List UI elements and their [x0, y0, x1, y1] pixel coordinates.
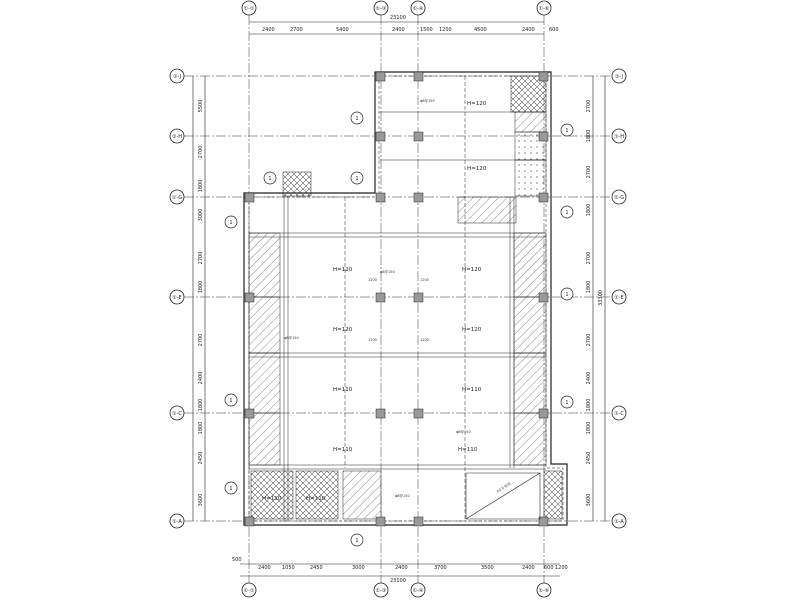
dim-text: 1800 — [198, 280, 204, 294]
dim-text: 2700 — [290, 27, 303, 33]
axis-tag-left-J: ①-J — [172, 74, 182, 80]
axis-tag-right-E: ①-E — [614, 295, 624, 301]
beam-lines — [249, 76, 546, 521]
rebar-note: φ8@150 — [284, 336, 299, 340]
slab-label: H=110 — [333, 387, 353, 393]
dim-text: 2700 — [198, 251, 204, 265]
left-dimension-texts — [198, 100, 204, 507]
dim-text: 2700 — [586, 165, 592, 179]
dim-text: 1800 — [586, 421, 592, 435]
top-axis-tags — [242, 1, 551, 15]
slab-label: H=110 — [458, 447, 478, 453]
axis-tag-bottom-1: ①-① — [243, 588, 255, 594]
slab-labels — [262, 101, 487, 502]
hatched-zones — [249, 76, 562, 519]
left-axis-tags — [170, 69, 184, 528]
dim-text: 3700 — [434, 565, 447, 571]
section-mark: 1 — [355, 176, 359, 182]
axis-tag-top-3: ①-③ — [375, 6, 387, 12]
axis-tag-right-J: ①-J — [614, 74, 624, 80]
axis-tag-right-C: ①-C — [614, 411, 624, 417]
dim-text: 3500 — [481, 565, 494, 571]
slab-label: H=110 — [262, 496, 282, 502]
dim-text: 2400 — [586, 371, 592, 385]
slab-label: H=120 — [467, 101, 487, 107]
right-axis-tags — [612, 69, 626, 528]
dim-text: 1800 — [586, 203, 592, 217]
dim-text: 2700 — [586, 333, 592, 347]
dim-text: 3600 — [198, 493, 204, 507]
dim-text: 1500 — [420, 27, 433, 33]
rebar-note: φ8@150 — [395, 494, 410, 498]
dim-total: 33300 — [598, 290, 604, 306]
dim-text: 2450 — [586, 451, 592, 465]
dim-text: 3600 — [586, 493, 592, 507]
axis-tag-left-G: ①-G — [171, 195, 183, 201]
dim-text: 4500 — [474, 27, 487, 33]
dim-text: 3000 — [198, 208, 204, 222]
slab-label: H=120 — [467, 166, 487, 172]
dim-text: 1800 — [198, 179, 204, 193]
axis-tag-right-A: ①-A — [614, 519, 624, 525]
axis-tag-bottom-4: ①-④ — [412, 588, 424, 594]
rebar-note: φ8@150 — [420, 99, 435, 103]
dim-text: 5400 — [336, 27, 349, 33]
dim-text: 1800 — [586, 398, 592, 412]
dim-text: 5500 — [198, 99, 204, 113]
ramp-slab — [466, 473, 540, 519]
dim-text: 1800 — [198, 398, 204, 412]
dim-text: 2400 — [262, 27, 275, 33]
axis-tag-bottom-3: ①-③ — [375, 588, 387, 594]
axis-tag-top-1: ①-① — [243, 6, 255, 12]
slab-label: H=120 — [333, 327, 353, 333]
dim-text: 2700 — [198, 145, 204, 159]
ramp-note: ±0.0 板面 — [495, 481, 512, 494]
beam-dim: 1200 — [420, 338, 429, 342]
right-dimension-texts — [586, 100, 604, 507]
dim-text: 2700 — [198, 333, 204, 347]
section-mark: 1 — [229, 220, 233, 226]
slab-label: H=110 — [306, 496, 326, 502]
section-mark: 1 — [565, 128, 569, 134]
slab-label: H=120 — [462, 327, 482, 333]
section-mark: 1 — [565, 210, 569, 216]
axis-tag-left-E: ①-E — [172, 295, 182, 301]
section-mark: 1 — [565, 400, 569, 406]
dim-text: 2400 — [522, 27, 535, 33]
dim-text: 2700 — [586, 251, 592, 265]
section-mark: 1 — [229, 486, 233, 492]
dim-text: 1050 — [282, 565, 295, 571]
section-mark: 1 — [355, 538, 359, 544]
dim-text: 2400 — [522, 565, 535, 571]
axis-tag-top-6: ①-⑥ — [538, 6, 550, 12]
axis-tag-right-H: ①-H — [613, 134, 625, 140]
dim-text: 1800 — [198, 421, 204, 435]
dim-text: 2450 — [198, 451, 204, 465]
beam-dim: 1200 — [420, 278, 429, 282]
dim-text: 2700 — [586, 99, 592, 113]
slab-label: H=110 — [462, 387, 482, 393]
dim-text: 600 — [544, 565, 554, 571]
beam-dim: 1200 — [368, 278, 377, 282]
dim-total: 23100 — [390, 578, 406, 584]
axis-tag-left-A: ①-A — [172, 519, 182, 525]
dim-text: 3000 — [352, 565, 365, 571]
dim-text: 2400 — [198, 371, 204, 385]
dim-text: 2450 — [310, 565, 323, 571]
dim-text: 600 — [549, 27, 559, 33]
dim-total: 23100 — [390, 15, 406, 21]
dim-text: 2400 — [395, 565, 408, 571]
slab-label: H=120 — [462, 267, 482, 273]
dim-text: 1200 — [439, 27, 452, 33]
rebar-note: φ8@150 — [456, 430, 471, 434]
axis-tag-left-H: ①-H — [171, 134, 183, 140]
section-mark: 1 — [268, 176, 272, 182]
section-mark: 1 — [565, 292, 569, 298]
axis-tag-bottom-6: ①-⑥ — [538, 588, 550, 594]
dim-text: 500 — [232, 557, 242, 563]
axis-tag-right-G: ①-G — [613, 195, 625, 201]
section-mark: 1 — [229, 398, 233, 404]
dim-text: 1800 — [586, 280, 592, 294]
axis-tag-left-C: ①-C — [172, 411, 182, 417]
axis-tag-top-4: ①-④ — [412, 6, 424, 12]
rebar-note: φ8@150 — [380, 270, 395, 274]
bottom-axis-tags — [242, 583, 551, 597]
columns — [245, 72, 548, 526]
slab-label: H=110 — [333, 447, 353, 453]
dim-text: 1200 — [555, 565, 568, 571]
dim-text: 1800 — [586, 129, 592, 143]
dim-text: 2400 — [392, 27, 405, 33]
slab-label: H=120 — [333, 267, 353, 273]
top-dimension-texts — [262, 15, 559, 33]
beam-dim: 1200 — [368, 338, 377, 342]
dim-text: 2400 — [258, 565, 271, 571]
section-mark: 1 — [355, 116, 359, 122]
bottom-dimension-texts — [232, 557, 568, 584]
